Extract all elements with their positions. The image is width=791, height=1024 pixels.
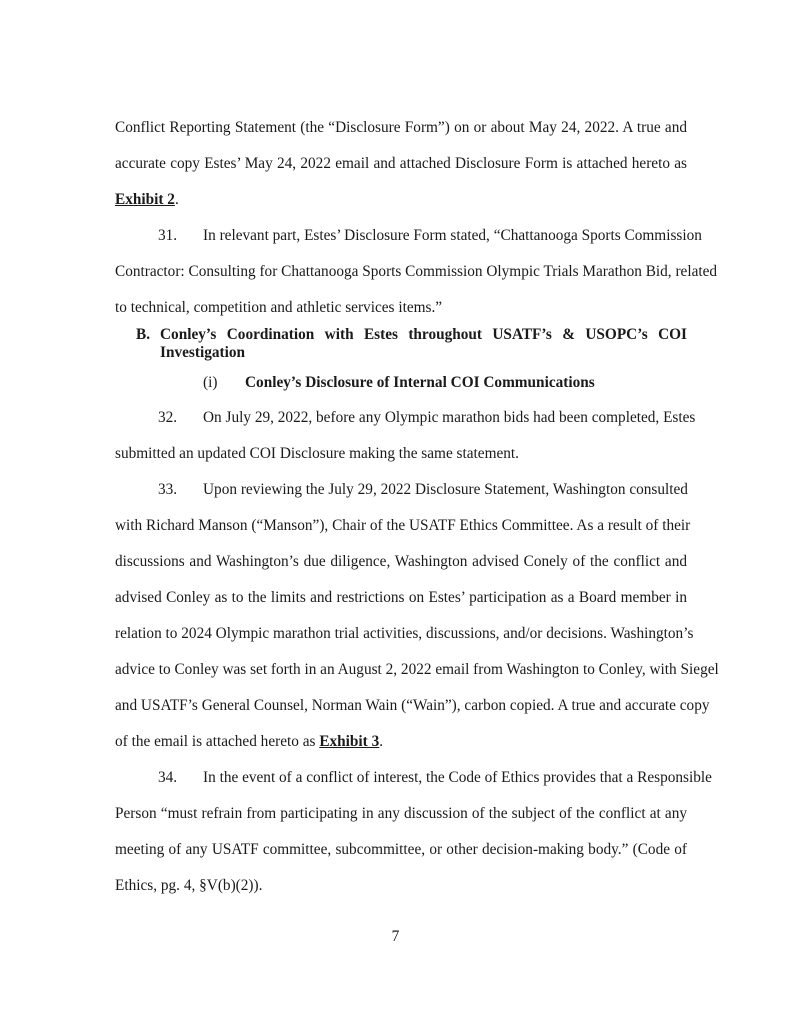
paragraph-31-line-1 xyxy=(158,227,702,245)
paragraph-34-text: In the event of a conflict of interest, the Code of Ethics provides that a Responsible xyxy=(203,769,712,786)
paragraph-number-31: 31. xyxy=(158,227,178,244)
subsection-heading-i xyxy=(203,374,595,392)
section-heading-b-letter xyxy=(136,326,160,344)
paragraph-number-34: 34. xyxy=(158,769,178,786)
paragraph-33-line-4: advised Conley as to the limits and restrictions on Estes’ participation as a Board member in xyxy=(115,589,687,606)
paragraph-32-text: On July 29, 2022, before any Olympic marathon bids had been completed, Estes xyxy=(203,409,696,426)
subsection-number: (i) xyxy=(203,374,218,391)
paragraph-34-line-4: Ethics, pg. 4, §V(b)(2)). xyxy=(115,877,263,894)
exhibit-2-reference: Exhibit 2 xyxy=(115,191,175,208)
section-letter: B. xyxy=(136,326,151,343)
paragraph-34-line-2: Person “must refrain from participating in any discussion of the subject of the conflict at any xyxy=(115,805,687,822)
section-heading-b-line-2: Investigation xyxy=(160,344,245,361)
section-heading-b-line-1: Conley’s Coordination with Estes throughout USATF’s & USOPC’s COI xyxy=(160,326,687,343)
period: . xyxy=(379,733,384,750)
paragraph-31-line-2: Contractor: Consulting for Chattanooga Sports Commission Olympic Trials Marathon Bid, related xyxy=(115,263,718,280)
paragraph-33-line-6: advice to Conley was set forth in an August 2, 2022 email from Washington to Conley, with Siegel xyxy=(115,661,719,678)
paragraph-33-line-5: relation to 2024 Olympic marathon trial activities, discussions, and/or decisions. Washington’s xyxy=(115,625,694,642)
paragraph-32-line-2: submitted an updated COI Disclosure making the same statement. xyxy=(115,445,520,462)
paragraph-33-line-1 xyxy=(158,481,687,499)
period: . xyxy=(174,191,179,208)
paragraph-30-line-2: accurate copy Estes’ May 24, 2022 email and attached Disclosure Form is attached hereto as xyxy=(115,155,687,172)
paragraph-33-text: Upon reviewing the July 29, 2022 Disclosure Statement, Washington consulted xyxy=(203,481,688,498)
paragraph-34-line-1 xyxy=(158,769,712,787)
paragraph-number-32: 32. xyxy=(158,409,178,426)
paragraph-34-line-3: meeting of any USATF committee, subcommittee, or other decision-making body.” (Code of xyxy=(115,841,687,858)
paragraph-33-line-3: discussions and Washington’s due diligence, Washington advised Conely of the conflict and xyxy=(115,553,687,570)
paragraph-32-line-1 xyxy=(158,409,696,427)
paragraph-33-line-2: with Richard Manson (“Manson”), Chair of the USATF Ethics Committee. As a result of their xyxy=(115,517,691,534)
page-number: 7 xyxy=(391,928,400,945)
exhibit-3-reference: Exhibit 3 xyxy=(319,733,380,750)
paragraph-30-line-1: Conflict Reporting Statement (the “Disclosure Form”) on or about May 24, 2022. A true and xyxy=(115,119,687,136)
paragraph-33-line-8 xyxy=(115,733,687,751)
paragraph-number-33: 33. xyxy=(158,481,178,498)
paragraph-33-line-8-text: of the email is attached hereto as xyxy=(115,733,320,750)
paragraph-31-text: In relevant part, Estes’ Disclosure Form stated, “Chattanooga Sports Commission xyxy=(203,227,702,244)
paragraph-33-line-7: and USATF’s General Counsel, Norman Wain (“Wain”), carbon copied. A true and accurate copy xyxy=(115,697,710,714)
paragraph-31-line-3: to technical, competition and athletic services items.” xyxy=(115,299,443,316)
subsection-title: Conley’s Disclosure of Internal COI Communications xyxy=(245,374,595,391)
paragraph-30-line-3 xyxy=(115,191,687,209)
